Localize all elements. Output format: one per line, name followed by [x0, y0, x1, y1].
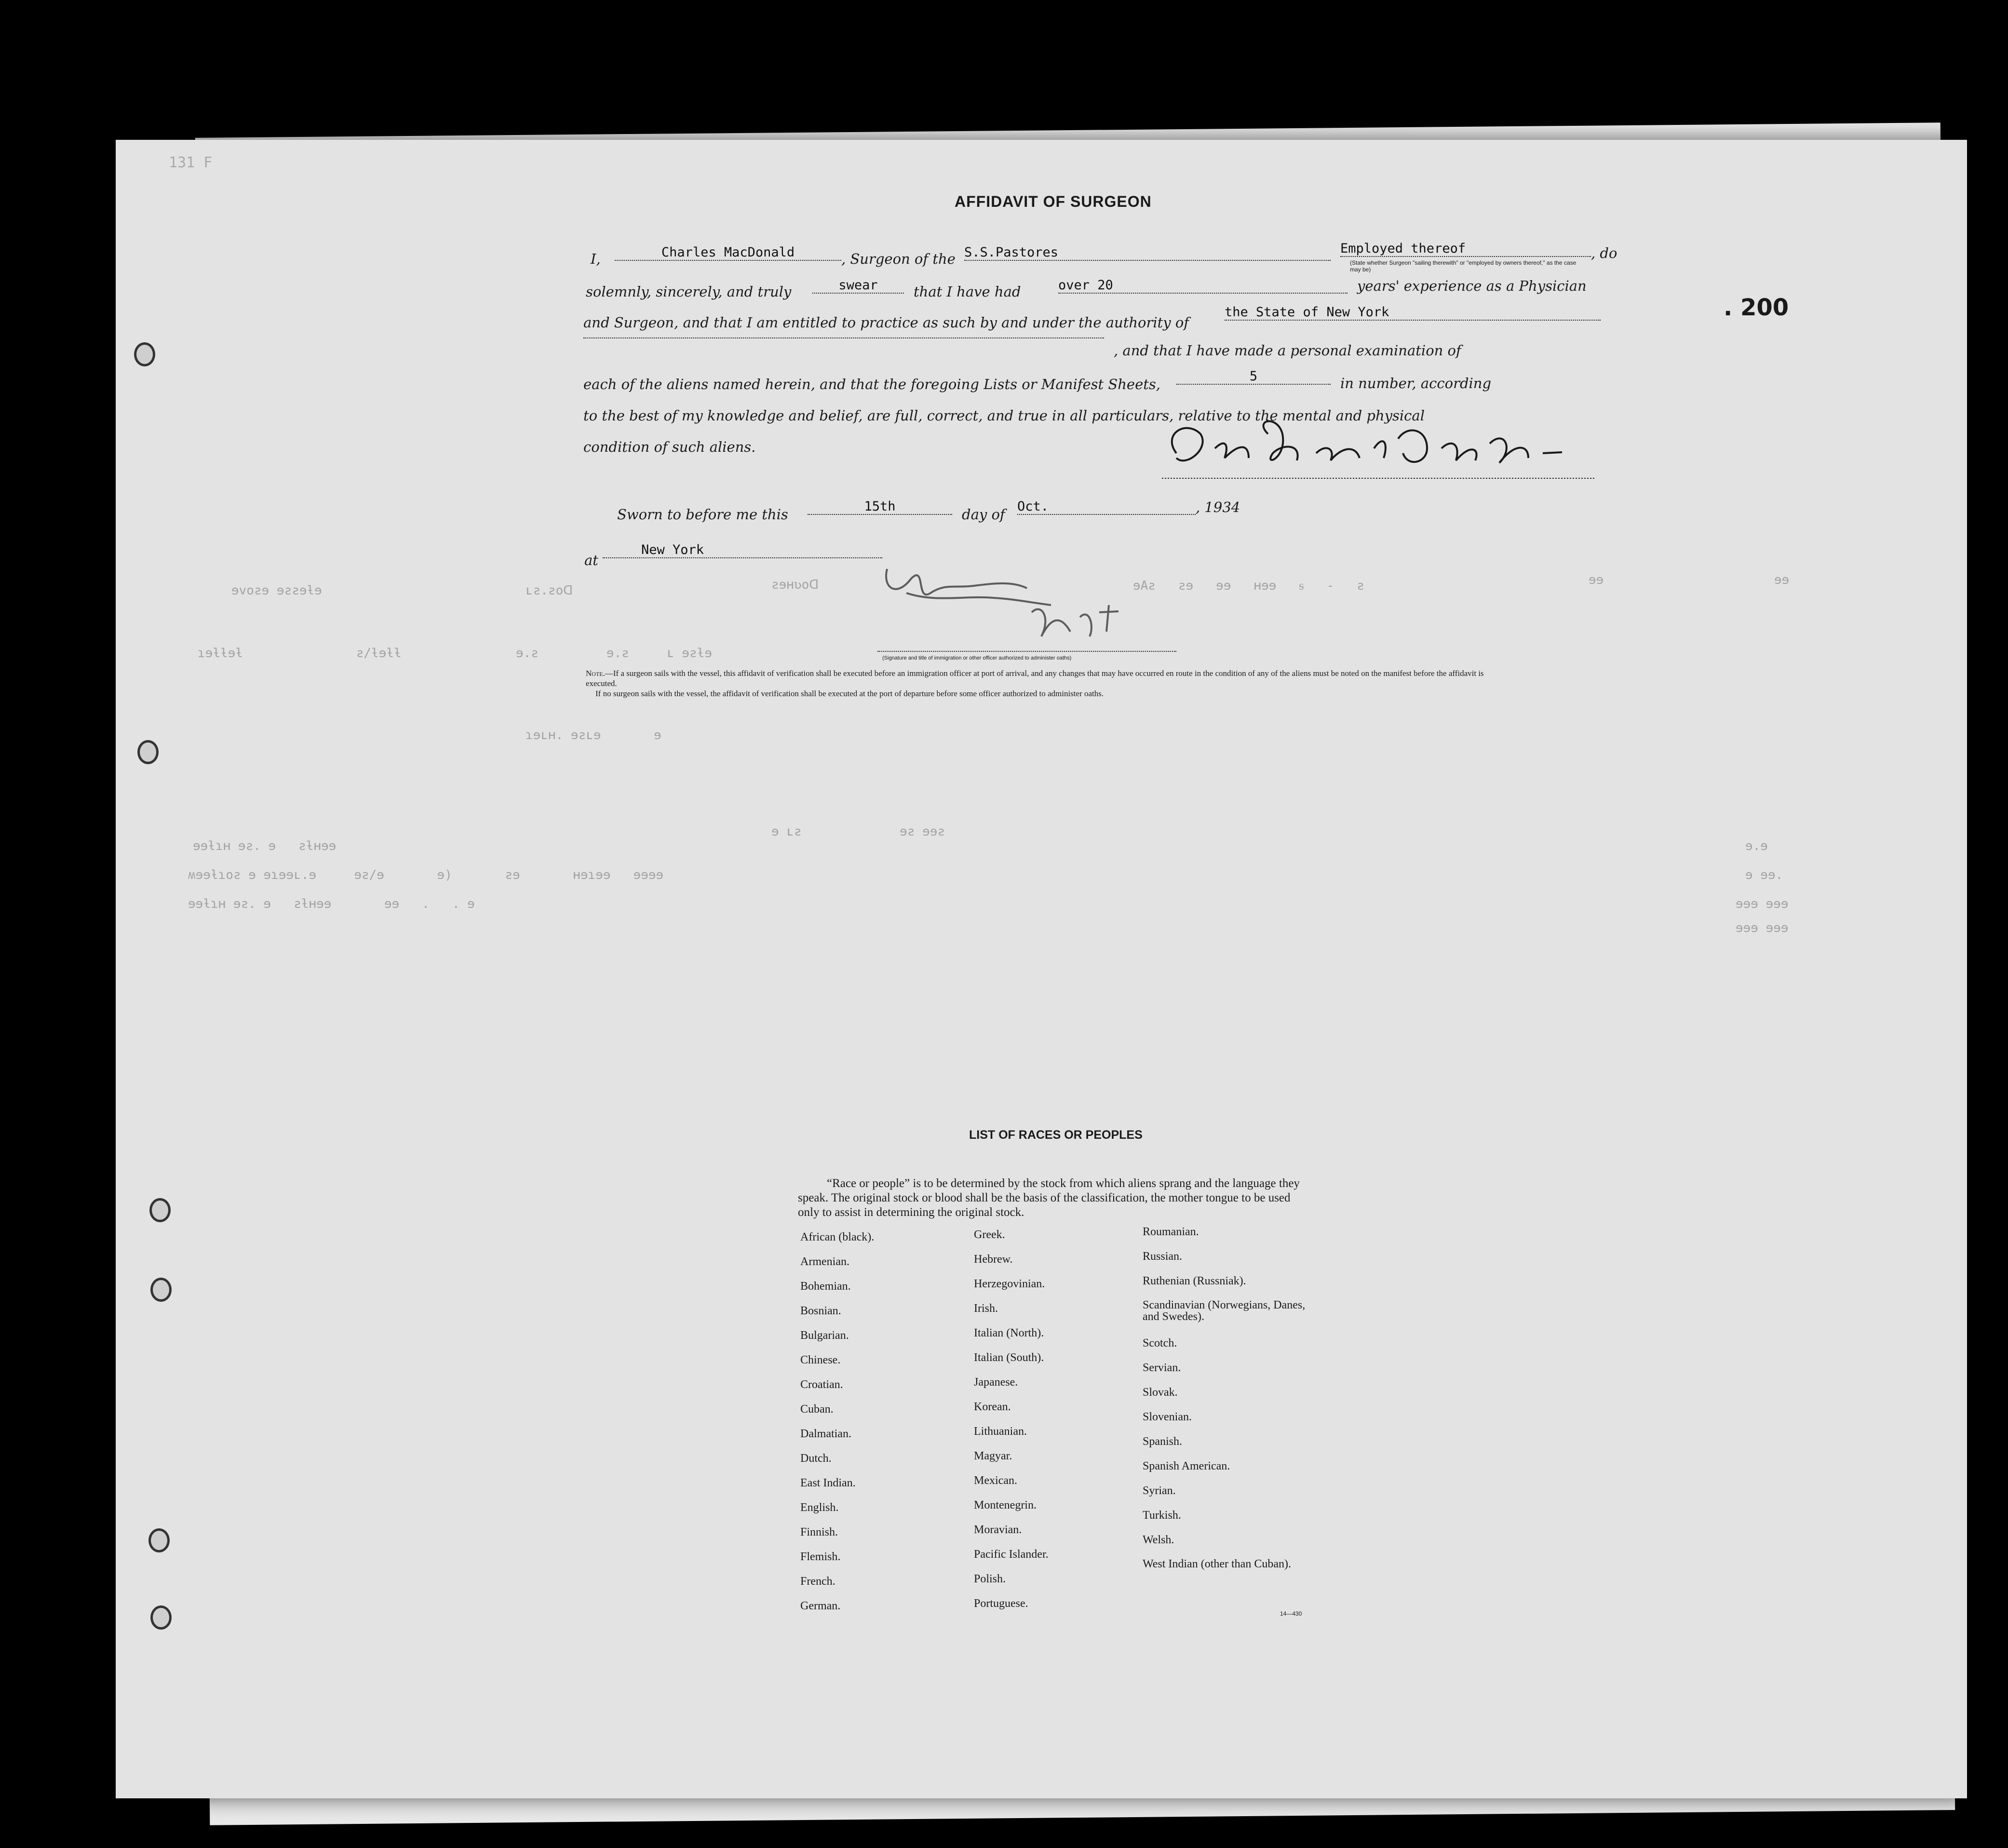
surgeon-signature [1157, 415, 1601, 487]
sworn-pre: Sworn to before me this [617, 506, 788, 523]
race-item: Greek. [974, 1228, 1005, 1241]
affidavit-line2-mid: that I have had [914, 283, 1021, 300]
sworn-day-field: 15th [808, 499, 952, 515]
note-text-1: —If a surgeon sails with the vessel, this affidavit of verification shall be executed before an immigration officer at port of arrival, and any changes that may have occurred en route in the condition of any of the aliens must be noted on the manifest before the affidavit is executed. [586, 669, 1484, 688]
sworn-mid: day of [962, 506, 1005, 523]
race-item: Scotch. [1143, 1337, 1177, 1349]
binder-hole [150, 1605, 172, 1630]
race-item: Spanish. [1143, 1435, 1183, 1448]
races-column-2 [974, 1228, 1049, 1622]
race-item: Finnish. [800, 1526, 838, 1538]
race-item: Pacific Islander. [974, 1548, 1049, 1561]
race-item: Dutch. [800, 1452, 832, 1465]
note-text-2: If no surgeon sails with the vessel, the affidavit of verification shall be executed at the port of departure before some officer authorized to administer oaths. [595, 689, 1104, 698]
document-page: 131 F . 200 AFFIDAVIT OF SURGEON I, Charles MacDonald , Surgeon of the S.S.Pastores Employed thereof , do (State whether Surgeon "sailing therewith" or "employed by owners thereof," as the case may be) solemnly, sincerely, and truly swear that I have had over 20 years' experience as a Physician and Surgeon, and that I am entitled to practice as such by and under the authority of the State of New York , and that I have made a personal examination of each of the aliens named herein, and that the foregoing Lists or Manifest Sheets, 5 in number, according to the best of my knowledge and belief, are full, correct, and true in all particulars, relative to the mental and physical condition of such aliens. Sworn to before me this 15th day of Oct. , 1934 at New York (Signature and title of immigration or other officer authorized to administer oaths) Note.—If a surgeon sails with the vessel, this affidavit of verification shall be executed before an immigration officer at port of arrival, and any changes that may have occurred en route in the condition of any of the aliens must be noted on the manifest before the affidavit is executed. If no surgeon sails with the vessel, the affidavit of verification shall be executed at the port of departure before some officer authorized to administer oaths. ɘvoƨɘ ɘƨƨɘƚɘ ʟƨ.ƨoᗡ ƨɘʜʋoᗡ ɘAƨ ƨɘ ɘɘ ʜɘɘ ᵴ - ƨ ɘɘ ɘɘ ɿɘƚƚɘƚ ƨ/ƚɘƚƚ ɘ.ƨ ɘ.ƨ ʟ ɘƨƚɘ ɿɘʟʜ. ɘƨʟɘ ɘ ɘɘƚɿʜ ɘƨ. ɘ ƨƚʜɘɘ ɘ ʟƨ ɘƨ ɘɘƨ ʍɘɘƚɿoƨ ɘ ɘɿɘɘʟ.ɘ ɘƨ/ɘ ɘ) ƨɘ ʜɘɿɘɘ ɘɘɘɘ ɘɘƚɿʜ ɘƨ. ɘ ƨƚʜɘɘ ɘɘ . . ɘ ɘ.ɘ ɘ ɘɘ. ɘɘɘ ɘɘɘ ɘɘɘ ɘɘɘ LIST OF RACES OR PEOPLES “Race or people” is to be determined by the stock from which aliens sprang and the language they speak. The original stock or blood shall be the basis of the classification, the mother tongue to be used only to assist in determining the original stock. African (black). Armenian. Bohemian. Bosnian. Bulgarian. Chinese. Croatian. Cuban. Dalmatian. Dutch. East Indian. English. Finnish. Flemish. French. German. Greek. Hebrew. Herzegovinian. Irish. Italian (North). Italian (South). Japanese. Korean. Lithuanian. Magyar. Mexican. Montenegrin. Moravian. Pacific Islander. Polish. Portuguese. Roumanian. Russian. Ruthenian (Russniak). Scandinavian (Norwegians, Danes, and Swedes). Scotch. Servian. Slovak. Slovenian. Spanish. Spanish American. Syrian. Turkish. Welsh. West Indian (other than Cuban). 14—430 [116, 140, 1967, 1798]
race-item: Slovenian. [1143, 1411, 1192, 1423]
race-item: Hebrew. [974, 1253, 1013, 1266]
affidavit-title: AFFIDAVIT OF SURGEON [955, 193, 1152, 210]
affidavit-line1-pre: I, [591, 251, 601, 267]
affidavit-line6: to the best of my knowledge and belief, are full, correct, and true in all particulars, relative to the mental and physical [583, 407, 1425, 424]
race-item: Magyar. [974, 1450, 1012, 1462]
race-item: Welsh. [1143, 1534, 1174, 1546]
race-item: Spanish American. [1143, 1460, 1230, 1472]
race-item: Syrian. [1143, 1484, 1176, 1497]
employment-note: (State whether Surgeon "sailing therewith" or "employed by owners thereof," as the case may be) [1350, 259, 1577, 273]
note-label: Note. [586, 669, 605, 678]
race-item: Lithuanian. [974, 1425, 1027, 1438]
place-field: New York [603, 542, 882, 558]
race-item: Flemish. [800, 1551, 841, 1563]
sworn-year: , 1934 [1196, 499, 1240, 515]
race-item: German. [800, 1600, 841, 1612]
page-number: . 200 [1724, 294, 1789, 321]
ship-name-field: S.S.Pastores [964, 245, 1331, 261]
binder-hole [148, 1528, 170, 1552]
affidavit-line2-post: years' experience as a Physician [1357, 278, 1587, 294]
affidavit-line3-pre: and Surgeon, and that I am entitled to practice as such by and under the authority of [583, 314, 1189, 331]
race-item: Japanese. [974, 1376, 1018, 1389]
race-item: Bosnian. [800, 1305, 841, 1317]
affidavit-line1-mid: , Surgeon of the [841, 251, 956, 267]
race-item: Bulgarian. [800, 1329, 849, 1342]
employment-field: Employed thereof [1340, 241, 1591, 257]
race-item: Servian. [1143, 1362, 1181, 1374]
stray-mark: 131 F [169, 154, 213, 171]
race-item: East Indian. [800, 1477, 856, 1489]
affidavit-line4: , and that I have made a personal examination of [1114, 342, 1461, 359]
race-item: Korean. [974, 1401, 1011, 1413]
sworn-month-field: Oct. [1017, 499, 1196, 515]
years-field: over 20 [1058, 278, 1348, 294]
affidavit-note [586, 668, 1492, 699]
race-item: Irish. [974, 1302, 998, 1315]
race-item: Dalmatian. [800, 1428, 851, 1440]
race-item: Scandinavian (Norwegians, Danes, and Swedes). [1143, 1299, 1306, 1323]
race-item: Cuban. [800, 1403, 834, 1416]
race-item: Mexican. [974, 1474, 1017, 1487]
surgeon-name-field: Charles MacDonald [615, 245, 841, 261]
race-item: Italian (South). [974, 1351, 1044, 1364]
races-title: LIST OF RACES OR PEOPLES [969, 1128, 1143, 1142]
race-item: Polish. [974, 1573, 1006, 1585]
affidavit-line5-post: in number, according [1340, 375, 1492, 391]
affidavit-line5-pre: each of the aliens named herein, and that the foregoing Lists or Manifest Sheets, [583, 376, 1161, 392]
race-item: Bohemian. [800, 1280, 851, 1293]
binder-hole [134, 342, 155, 366]
race-item: Turkish. [1143, 1509, 1181, 1522]
race-item: Russian. [1143, 1250, 1183, 1263]
race-item: Roumanian. [1143, 1226, 1199, 1238]
at-pre: at [584, 552, 598, 568]
races-column-1 [800, 1231, 874, 1624]
race-item: Slovak. [1143, 1386, 1178, 1399]
authority-continuation-field [583, 337, 1104, 338]
race-item: West Indian (other than Cuban). [1143, 1558, 1291, 1570]
oath-field: swear [812, 278, 904, 294]
races-intro: “Race or people” is to be determined by the stock from which aliens sprang and the language they speak. The original stock or blood shall be the basis of the classification, the mother tongue to be used only to assist in determining the original stock. [798, 1177, 1300, 1219]
officer-signature [868, 559, 1196, 656]
race-item: Ruthenian (Russniak). [1143, 1275, 1246, 1287]
officer-caption: (Signature and title of immigration or other officer authorized to administer oaths) [882, 655, 1072, 661]
affidavit-line7: condition of such aliens. [583, 439, 756, 455]
race-item: Montenegrin. [974, 1499, 1037, 1511]
race-item: Croatian. [800, 1378, 843, 1391]
race-item: Armenian. [800, 1255, 849, 1268]
races-column-3 [1143, 1226, 1307, 1583]
race-item: Herzegovinian. [974, 1278, 1045, 1290]
authority-field: the State of New York [1225, 305, 1601, 321]
officer-signature-line [877, 651, 1176, 652]
race-item: English. [800, 1501, 839, 1514]
affidavit-line1-post: , do [1591, 245, 1617, 261]
race-item: Moravian. [974, 1524, 1022, 1536]
affidavit-line2-pre: solemnly, sincerely, and truly [586, 283, 792, 300]
race-item: Chinese. [800, 1354, 841, 1366]
binder-hole [150, 1278, 172, 1302]
binder-hole [149, 1198, 171, 1222]
form-code: 14—430 [1280, 1610, 1302, 1617]
sheets-count-field: 5 [1176, 369, 1331, 385]
race-item: French. [800, 1575, 836, 1588]
race-item: African (black). [800, 1231, 875, 1243]
binder-hole [137, 740, 159, 764]
race-item: Italian (North). [974, 1327, 1044, 1339]
race-item: Portuguese. [974, 1597, 1028, 1610]
